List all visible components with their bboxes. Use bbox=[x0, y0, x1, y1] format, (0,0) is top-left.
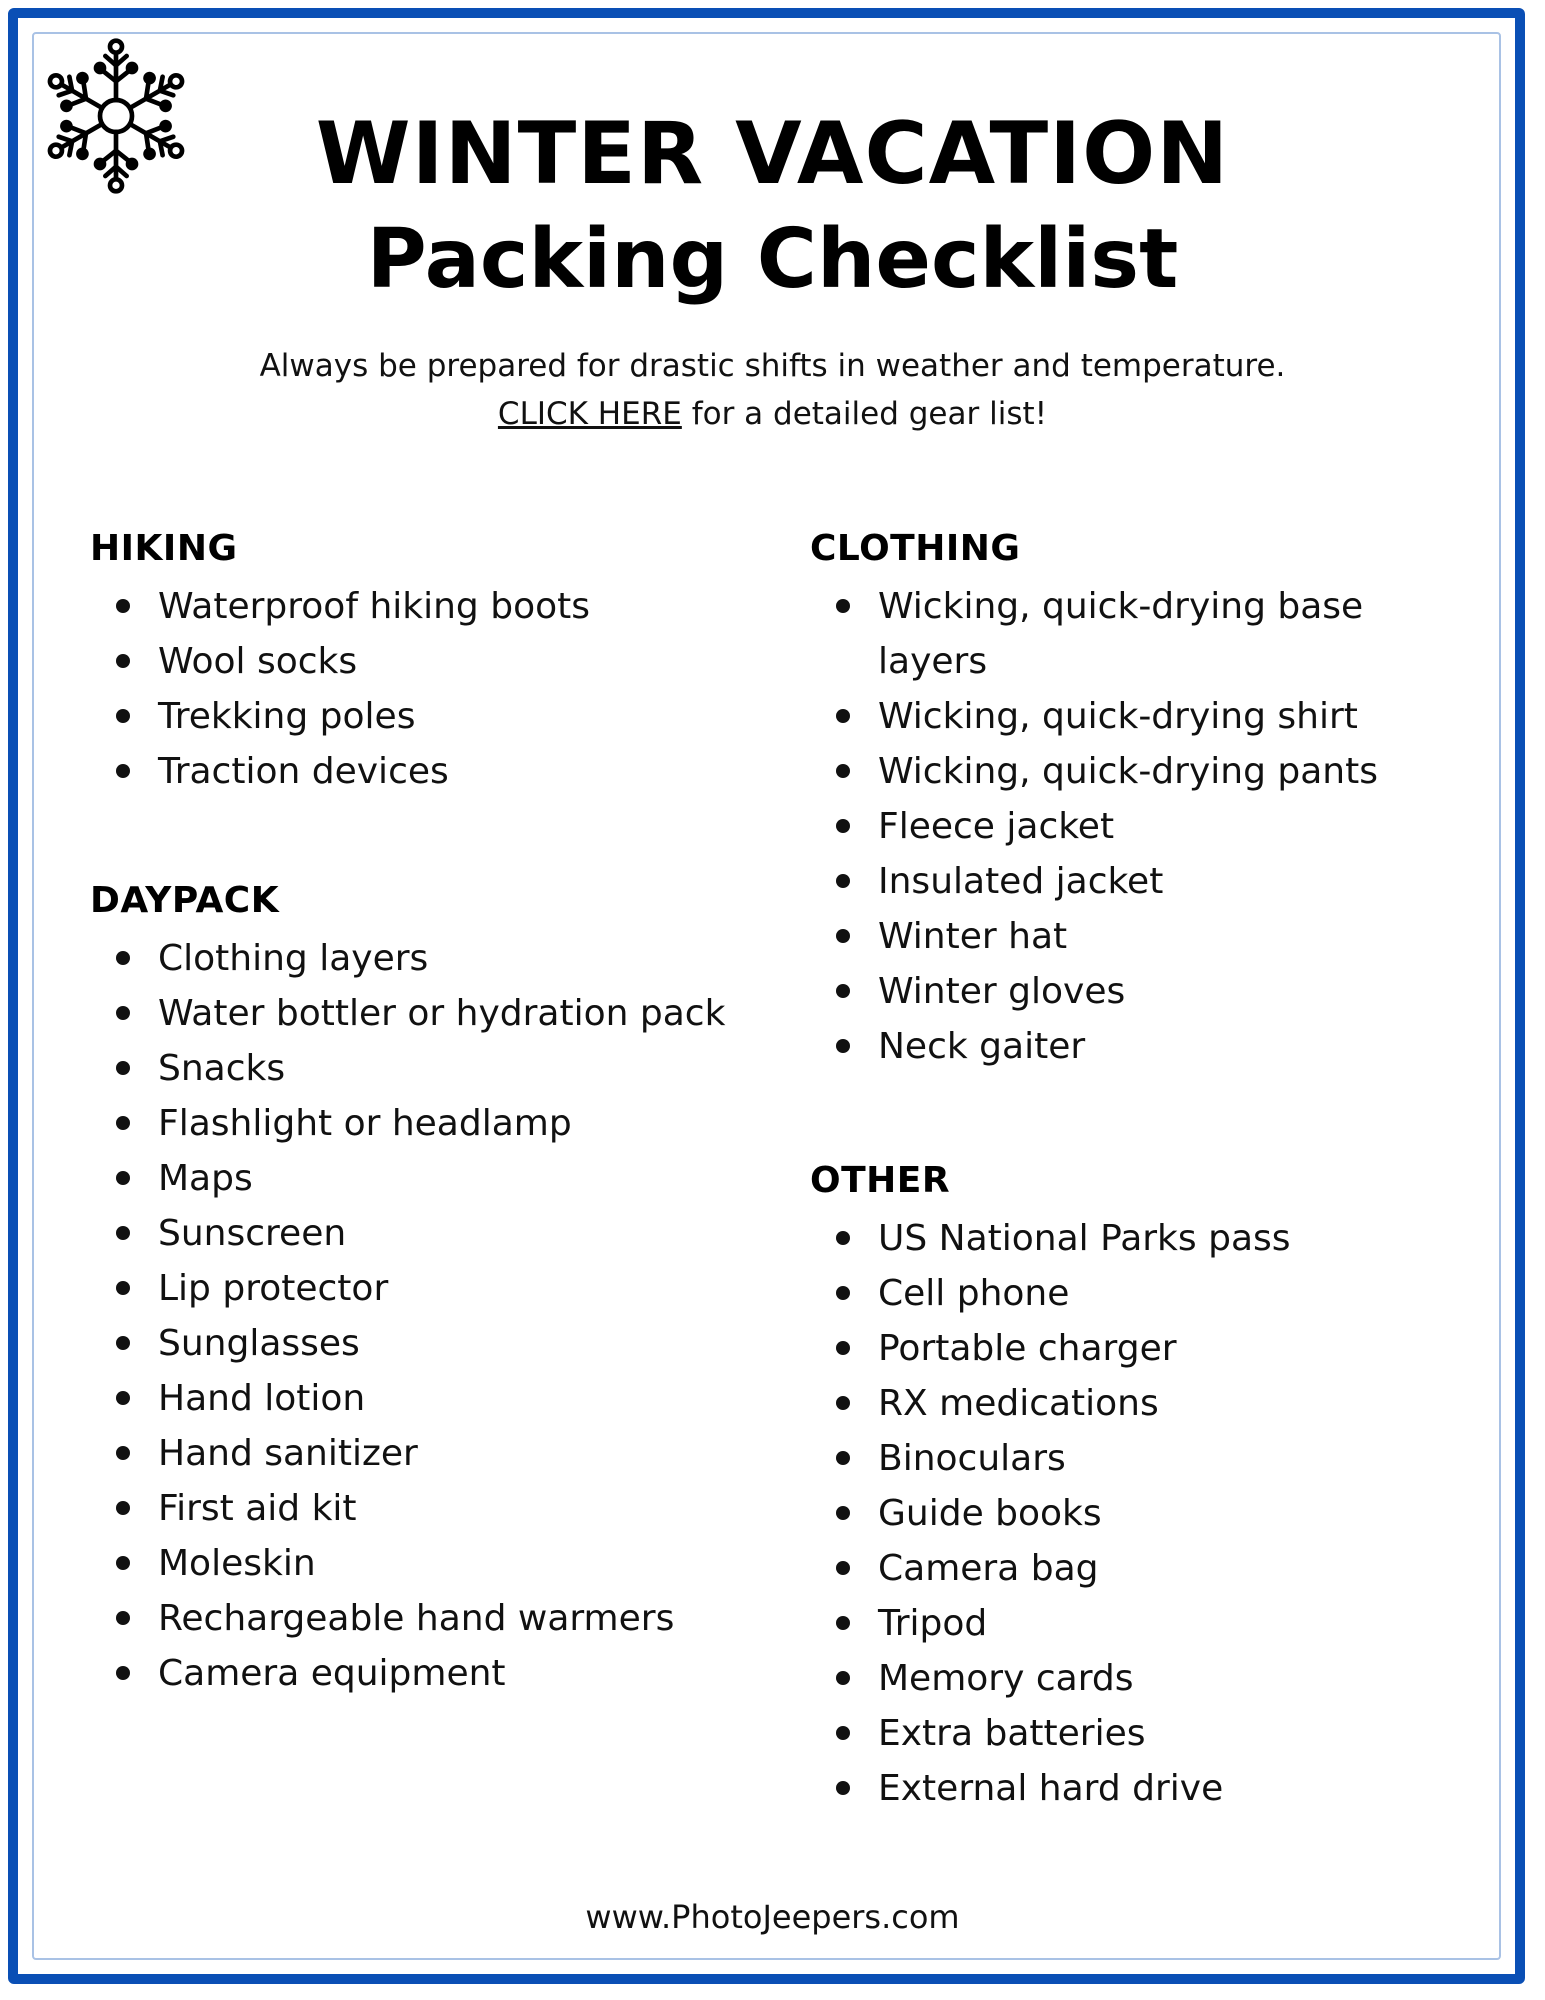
checklist-item-label: Winter gloves bbox=[878, 971, 1126, 1012]
checklist-item bbox=[810, 744, 1450, 799]
checklist-item-label: Maps bbox=[158, 1158, 253, 1199]
checklist-item bbox=[90, 1371, 750, 1426]
checklist-item-label: Cell phone bbox=[878, 1273, 1070, 1314]
checklist-item bbox=[810, 964, 1450, 1019]
checklist-item bbox=[810, 1321, 1450, 1376]
checklist bbox=[90, 579, 750, 799]
checklist-item bbox=[810, 579, 1450, 689]
bullet-icon bbox=[836, 709, 850, 723]
checklist-item-label: Hand lotion bbox=[158, 1378, 366, 1419]
section-title: DAYPACK bbox=[90, 880, 280, 921]
checklist-item bbox=[90, 1041, 750, 1096]
checklist-item bbox=[810, 1376, 1450, 1431]
checklist-item bbox=[90, 1591, 750, 1646]
bullet-icon bbox=[116, 1006, 130, 1020]
bullet-icon bbox=[836, 1616, 850, 1630]
bullet-icon bbox=[836, 1039, 850, 1053]
checklist-item-label: Water bottler or hydration pack bbox=[158, 993, 726, 1034]
bullet-icon bbox=[116, 951, 130, 965]
section-daypack bbox=[90, 880, 750, 1701]
checklist-item bbox=[90, 1646, 750, 1701]
checklist-item-label: Moleskin bbox=[158, 1543, 316, 1584]
bullet-icon bbox=[836, 764, 850, 778]
checklist bbox=[810, 579, 1450, 1074]
checklist-item bbox=[90, 1316, 750, 1371]
section-hiking bbox=[90, 528, 750, 799]
bullet-icon bbox=[116, 1336, 130, 1350]
checklist-item bbox=[810, 854, 1450, 909]
checklist-item bbox=[810, 909, 1450, 964]
checklist-item bbox=[90, 634, 750, 689]
checklist-item-label: US National Parks pass bbox=[878, 1218, 1291, 1259]
checklist-item bbox=[810, 1651, 1450, 1706]
checklist-item-label: Extra batteries bbox=[878, 1713, 1146, 1754]
checklist-item bbox=[810, 1211, 1450, 1266]
bullet-icon bbox=[836, 599, 850, 613]
checklist-item bbox=[810, 1019, 1450, 1074]
bullet-icon bbox=[836, 874, 850, 888]
checklist-item bbox=[90, 1206, 750, 1261]
footer-website[interactable]: www.PhotoJeepers.com bbox=[585, 1898, 960, 1936]
section-title: OTHER bbox=[810, 1160, 951, 1201]
bullet-icon bbox=[116, 1611, 130, 1625]
checklist-item bbox=[90, 579, 750, 634]
bullet-icon bbox=[836, 1396, 850, 1410]
section-other bbox=[810, 1160, 1450, 1816]
checklist-item-label: Portable charger bbox=[878, 1328, 1177, 1369]
checklist bbox=[810, 1211, 1450, 1816]
checklist-item-label: Rechargeable hand warmers bbox=[158, 1598, 675, 1639]
bullet-icon bbox=[116, 1391, 130, 1405]
bullet-icon bbox=[116, 1281, 130, 1295]
section-title: CLOTHING bbox=[810, 528, 1021, 569]
checklist-item-label: Snacks bbox=[158, 1048, 286, 1089]
checklist-item bbox=[90, 1481, 750, 1536]
checklist-item-label: Camera equipment bbox=[158, 1653, 506, 1694]
checklist-item bbox=[810, 1486, 1450, 1541]
bullet-icon bbox=[836, 1451, 850, 1465]
bullet-icon bbox=[116, 1061, 130, 1075]
checklist-item bbox=[90, 1261, 750, 1316]
gear-list-line bbox=[0, 396, 1545, 432]
checklist-item-label: Fleece jacket bbox=[878, 806, 1115, 847]
checklist-item-label: Winter hat bbox=[878, 916, 1068, 957]
section-clothing bbox=[810, 528, 1450, 1074]
checklist-item-label: Guide books bbox=[878, 1493, 1102, 1534]
click-here-link[interactable]: CLICK HERE bbox=[497, 396, 682, 432]
checklist-item-label: Trekking poles bbox=[158, 696, 416, 737]
checklist-item-label: Waterproof hiking boots bbox=[158, 586, 590, 627]
bullet-icon bbox=[116, 709, 130, 723]
checklist-item bbox=[810, 1761, 1450, 1816]
bullet-icon bbox=[116, 1116, 130, 1130]
checklist-item-label: Wicking, quick-drying base layers bbox=[878, 586, 1364, 682]
checklist bbox=[90, 931, 750, 1701]
bullet-icon bbox=[836, 929, 850, 943]
bullet-icon bbox=[116, 1446, 130, 1460]
checklist-item-label: Sunscreen bbox=[158, 1213, 347, 1254]
checklist-item-label: Hand sanitizer bbox=[158, 1433, 418, 1474]
bullet-icon bbox=[836, 819, 850, 833]
bullet-icon bbox=[836, 1286, 850, 1300]
page-title-line2: Packing Checklist bbox=[366, 212, 1179, 307]
checklist-item-label: External hard drive bbox=[878, 1768, 1224, 1809]
checklist-item-label: Sunglasses bbox=[158, 1323, 360, 1364]
checklist-item bbox=[90, 1151, 750, 1206]
checklist-item-label: Flashlight or headlamp bbox=[158, 1103, 572, 1144]
checklist-item bbox=[810, 1541, 1450, 1596]
bullet-icon bbox=[836, 1726, 850, 1740]
checklist-item bbox=[90, 744, 750, 799]
checklist-item bbox=[810, 689, 1450, 744]
bullet-icon bbox=[836, 1781, 850, 1795]
bullet-icon bbox=[116, 1171, 130, 1185]
bullet-icon bbox=[836, 1231, 850, 1245]
gear-list-suffix: for a detailed gear list! bbox=[681, 396, 1048, 432]
bullet-icon bbox=[836, 1671, 850, 1685]
bullet-icon bbox=[836, 984, 850, 998]
bullet-icon bbox=[116, 1556, 130, 1570]
checklist-item-label: Wicking, quick-drying shirt bbox=[878, 696, 1358, 737]
bullet-icon bbox=[116, 1501, 130, 1515]
bullet-icon bbox=[836, 1506, 850, 1520]
checklist-item-label: Insulated jacket bbox=[878, 861, 1164, 902]
checklist-item bbox=[90, 1426, 750, 1481]
checklist-item bbox=[810, 799, 1450, 854]
checklist-item bbox=[90, 689, 750, 744]
checklist-item-label: Camera bag bbox=[878, 1548, 1099, 1589]
checklist-item-label: RX medications bbox=[878, 1383, 1159, 1424]
checklist-item bbox=[90, 1536, 750, 1591]
bullet-icon bbox=[116, 1226, 130, 1240]
subtitle: Always be prepared for drastic shifts in weather and temperature. bbox=[259, 348, 1286, 384]
checklist-item-label: Clothing layers bbox=[158, 938, 429, 979]
checklist-item-label: Wool socks bbox=[158, 641, 358, 682]
section-title: HIKING bbox=[90, 528, 238, 569]
checklist-item-label: Tripod bbox=[878, 1603, 988, 1644]
checklist-item-label: Wicking, quick-drying pants bbox=[878, 751, 1378, 792]
bullet-icon bbox=[836, 1341, 850, 1355]
checklist-item-label: Lip protector bbox=[158, 1268, 389, 1309]
checklist-item-label: Neck gaiter bbox=[878, 1026, 1086, 1067]
checklist-item bbox=[90, 931, 750, 986]
checklist-item-label: Memory cards bbox=[878, 1658, 1134, 1699]
checklist-item bbox=[90, 986, 750, 1041]
checklist-item bbox=[810, 1706, 1450, 1761]
checklist-item bbox=[810, 1431, 1450, 1486]
bullet-icon bbox=[116, 599, 130, 613]
checklist-item bbox=[810, 1596, 1450, 1651]
checklist-item bbox=[90, 1096, 750, 1151]
checklist-item-label: Traction devices bbox=[158, 751, 449, 792]
checklist-item-label: Binoculars bbox=[878, 1438, 1066, 1479]
bullet-icon bbox=[116, 1666, 130, 1680]
page-title-line1: WINTER VACATION bbox=[315, 104, 1230, 204]
bullet-icon bbox=[116, 764, 130, 778]
checklist-item-label: First aid kit bbox=[158, 1488, 357, 1529]
bullet-icon bbox=[116, 654, 130, 668]
bullet-icon bbox=[836, 1561, 850, 1575]
checklist-item bbox=[810, 1266, 1450, 1321]
